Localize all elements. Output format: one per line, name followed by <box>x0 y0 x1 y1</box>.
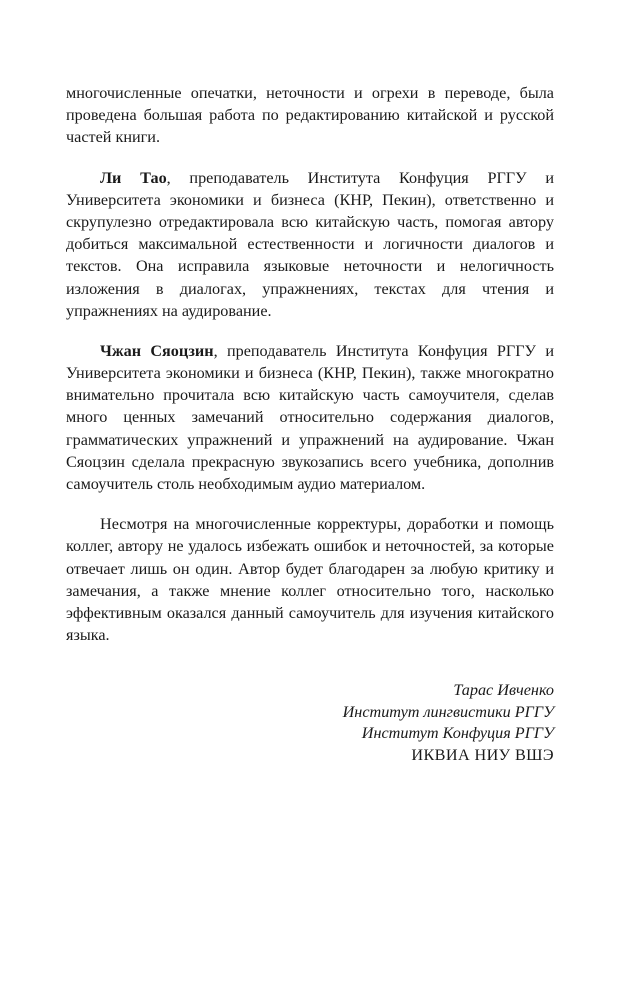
paragraph-3-lead: Чжан Сяоцзин <box>100 341 214 360</box>
signature-author-name: Тарас Ивченко <box>453 681 554 699</box>
paragraph-2 <box>66 167 554 322</box>
signature-affiliation-3: ИКВИА НИУ ВШЭ <box>411 745 554 764</box>
signature-block <box>66 680 554 766</box>
paragraph-1-text: многочисленные опечатки, неточности и огрехи в переводе, была проведена большая работа по редактированию китайской и русской частей книги. <box>66 84 554 147</box>
signature-affiliation-1: Институт лингвистики РГГУ <box>342 702 554 721</box>
paragraph-3-text: , преподаватель Института Конфуция РГГУ и Университета экономики и бизнеса (КНР, Пекин), также многократно внимательно прочитала всю китайскую часть самоучителя, сделав много ценных замечаний относительно содержания диалогов, грамматических упражнений и упражнений на аудирование. Чжан Сяоцзин сделала прекрасную звукозапись всего учебника, дополнив самоучитель столь необходимым аудио материалом. <box>66 341 554 493</box>
paragraph-3 <box>66 340 554 495</box>
paragraph-4-text: Несмотря на многочисленные корректуры, доработки и помощь коллег, автору не удалось избежать ошибок и неточностей, за которые отвечает лишь он один. Автор будет благодарен за любую критику и замечания, а также мнение коллег относительно того, насколько эффективным оказался данный самоучитель для изучения китайского языка. <box>66 515 554 645</box>
signature-affiliation-2: Институт Конфуция РГГУ <box>361 724 554 743</box>
body-text-column <box>66 82 554 646</box>
paragraph-2-lead: Ли Тао <box>100 168 167 187</box>
paragraph-4 <box>66 513 554 646</box>
paragraph-2-text: , преподаватель Института Конфуция РГГУ и Университета экономики и бизнеса (КНР, Пекин), ответственно и скрупулезно отредактировала всю китайскую часть, помогая автору добиться максимальной естественности и логичности диалогов и текстов. Она исправила языковые неточности и нелогичность изложения в диалогах, упражнениях, текстах для чтения и упражнениях на аудирование. <box>66 168 554 320</box>
paragraph-1 <box>66 82 554 149</box>
